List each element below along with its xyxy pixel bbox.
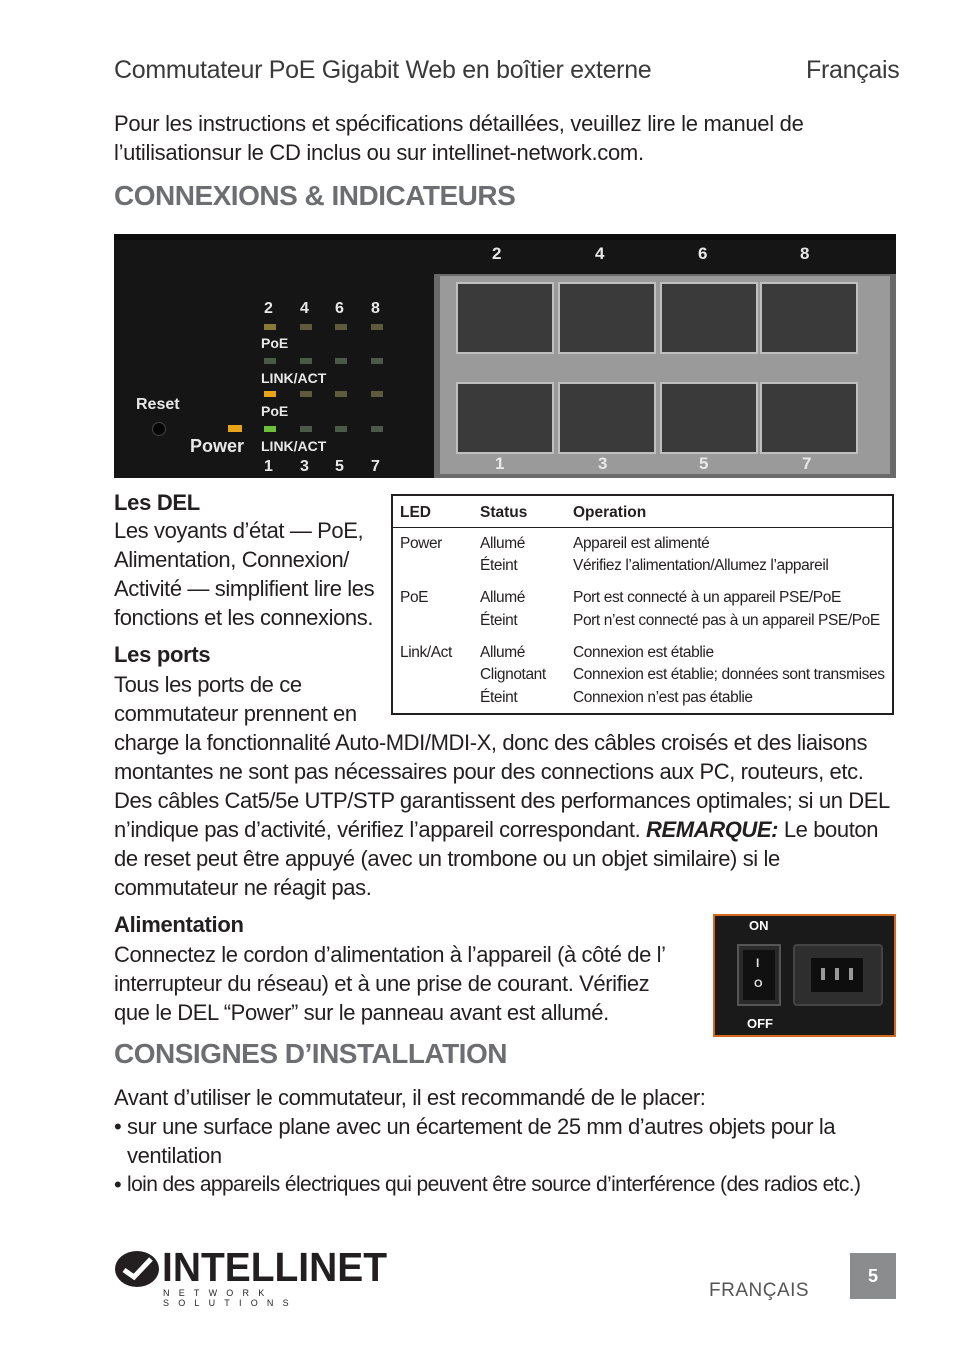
- poe-label: PoE: [261, 403, 289, 419]
- bullet-marker: •: [114, 1172, 122, 1197]
- rj45-port: [558, 382, 656, 454]
- power-socket: [793, 944, 883, 1006]
- led-table-cell: Allumé: [480, 535, 525, 552]
- led-indicator: [371, 324, 383, 330]
- logo-tagline: NETWORK SOLUTIONS: [163, 1288, 298, 1308]
- port-number: 4: [595, 244, 605, 263]
- socket-pin: [821, 968, 825, 980]
- rj45-port: [760, 382, 858, 454]
- led-indicator: [335, 324, 347, 330]
- led-table-cell: Vérifiez l’alimentation/Allumez l’appareil: [573, 557, 829, 574]
- led-table-cell: Éteint: [480, 557, 518, 574]
- rj45-port: [558, 282, 656, 354]
- section-title-installation: CONSIGNES D’INSTALLATION: [114, 1038, 507, 1069]
- led-table: [391, 494, 894, 715]
- led-table-cell: Éteint: [480, 689, 518, 706]
- ports-text-b: [114, 728, 894, 902]
- switch-off-label: OFF: [747, 1016, 773, 1031]
- intellinet-logo: [114, 1244, 396, 1308]
- led-table-cell: Link/Act: [400, 644, 452, 661]
- switch-on-label: ON: [749, 918, 769, 933]
- led-indicator: [371, 426, 383, 432]
- remark-text: Le bouton de reset peut être appuyé (avec un trombone ou un objet similaire) si le commutateur ne réagit pas.: [114, 817, 879, 900]
- led-label-num: 7: [371, 458, 380, 475]
- linkact-label: LINK/ACT: [261, 370, 327, 386]
- led-table-header: LED: [400, 504, 431, 521]
- ports-title: Les ports: [114, 642, 211, 667]
- led-indicator: [335, 426, 347, 432]
- port-number: 6: [698, 244, 708, 263]
- ports-text-b-main: charge la fonctionnalité Auto-MDI/MDI-X, donc des câbles croisés et des liaisons montantes ne sont pas nécessaires pour des connections aux PC, routeurs, etc. Des câbles Cat5/5e UTP/STP garantissent des performances optimales; si un DEL n’indique pas d’activité, vérifiez l’appareil correspondant.: [114, 730, 890, 842]
- rj45-port: [660, 282, 758, 354]
- led-table-cell: Port n’est connecté pas à un appareil PSE/PoE: [573, 612, 880, 629]
- remark-label: REMARQUE:: [646, 817, 779, 842]
- port-number: 7: [802, 454, 812, 473]
- led-table-cell: Allumé: [480, 589, 525, 606]
- power-title: Alimentation: [114, 912, 244, 937]
- rocker-switch: [737, 944, 781, 1006]
- ports-text-a: Tous les ports de ce commutateur prennent en: [114, 672, 357, 726]
- reset-button: [152, 422, 166, 436]
- led-indicator: [335, 391, 347, 397]
- logo-wordmark: INTELLINET: [162, 1244, 388, 1290]
- intro-text: Pour les instructions et spécifications détaillées, veuillez lire le manuel de l’utilisationsur le CD inclus ou sur intellinet-network.com.: [114, 111, 804, 165]
- poe-label: PoE: [261, 335, 289, 351]
- led-table-cell: Éteint: [480, 612, 518, 629]
- header-language: Français: [806, 56, 900, 84]
- bullet-item: sur une surface plane avec un écartement de 25 mm d’autres objets pour la ventilation: [127, 1114, 836, 1168]
- reset-label: Reset: [136, 396, 180, 413]
- port-number: 1: [495, 454, 505, 473]
- rj45-port: [660, 382, 758, 454]
- led-table-cell: Appareil est alimenté: [573, 535, 710, 552]
- power-text: Connectez le cordon d’alimentation à l’appareil (à côté de l’ interrupteur du réseau) et à une prise de courant. Vérifiez que le DEL “Power” sur le panneau avant est allumé.: [114, 942, 665, 1025]
- socket-pin: [835, 968, 839, 980]
- led-indicator: [264, 324, 276, 330]
- led-indicator: [371, 391, 383, 397]
- power-label: Power: [190, 436, 245, 456]
- led-label-num: 6: [335, 300, 344, 317]
- section-title-connexions: CONNEXIONS & INDICATEURS: [114, 180, 516, 211]
- led-indicator: [300, 426, 312, 432]
- led-table-rule: [393, 527, 892, 528]
- led-indicator: [371, 358, 383, 364]
- installation-intro: Avant d’utiliser le commutateur, il est recommandé de le placer:: [114, 1085, 706, 1110]
- led-table-cell: Allumé: [480, 644, 525, 661]
- del-title: Les DEL: [114, 490, 200, 515]
- led-label-num: 3: [300, 458, 309, 475]
- led-indicator: [300, 324, 312, 330]
- rj45-port: [456, 382, 554, 454]
- rj45-port: [760, 282, 858, 354]
- port-number: 2: [492, 244, 502, 263]
- rj45-port: [456, 282, 554, 354]
- led-label-num: 8: [371, 300, 380, 317]
- led-table-header: Status: [480, 504, 528, 521]
- led-label-num: 2: [264, 300, 273, 317]
- led-label-num: 1: [264, 458, 273, 475]
- front-panel-photo: [114, 234, 896, 478]
- led-table-header: Operation: [573, 504, 647, 521]
- led-table-cell: PoE: [400, 589, 429, 606]
- switch-i-mark: I: [756, 956, 760, 970]
- linkact-label: LINK/ACT: [261, 438, 327, 454]
- del-text: Les voyants d’état — PoE, Alimentation, Connexion/ Activité — simplifient lire les fonctions et les connexions.: [114, 518, 375, 630]
- power-switch-photo: [713, 914, 896, 1037]
- bullet-item: loin des appareils électriques qui peuvent être source d’interférence (des radios etc.): [127, 1173, 861, 1196]
- led-table-cell: Power: [400, 535, 442, 552]
- led-indicator-lit: [264, 426, 276, 432]
- bullet-marker: •: [114, 1114, 122, 1139]
- led-table-cell: Connexion est établie: [573, 644, 714, 661]
- led-indicator: [300, 358, 312, 364]
- logo-mark-icon: [114, 1250, 160, 1288]
- led-table-cell: Connexion est établie; données sont transmises: [573, 666, 885, 683]
- port-number: 8: [800, 244, 810, 263]
- led-table-cell: Port est connecté à un appareil PSE/PoE: [573, 589, 841, 606]
- led-indicator: [335, 358, 347, 364]
- switch-o-mark: O: [754, 978, 763, 990]
- power-led: [228, 425, 242, 432]
- led-table-cell: Clignotant: [480, 666, 546, 683]
- port-number: 3: [598, 454, 608, 473]
- page-number: 5: [850, 1253, 896, 1299]
- port-number: 5: [699, 454, 709, 473]
- footer-language: FRANÇAIS: [709, 1280, 810, 1301]
- led-indicator: [264, 358, 276, 364]
- led-label-num: 5: [335, 458, 344, 475]
- header-title: Commutateur PoE Gigabit Web en boîtier externe: [114, 56, 652, 84]
- led-indicator: [300, 391, 312, 397]
- led-table-cell: Connexion n’est pas établie: [573, 689, 753, 706]
- led-indicator-lit: [264, 391, 276, 397]
- socket-pin: [849, 968, 853, 980]
- led-label-num: 4: [300, 300, 309, 317]
